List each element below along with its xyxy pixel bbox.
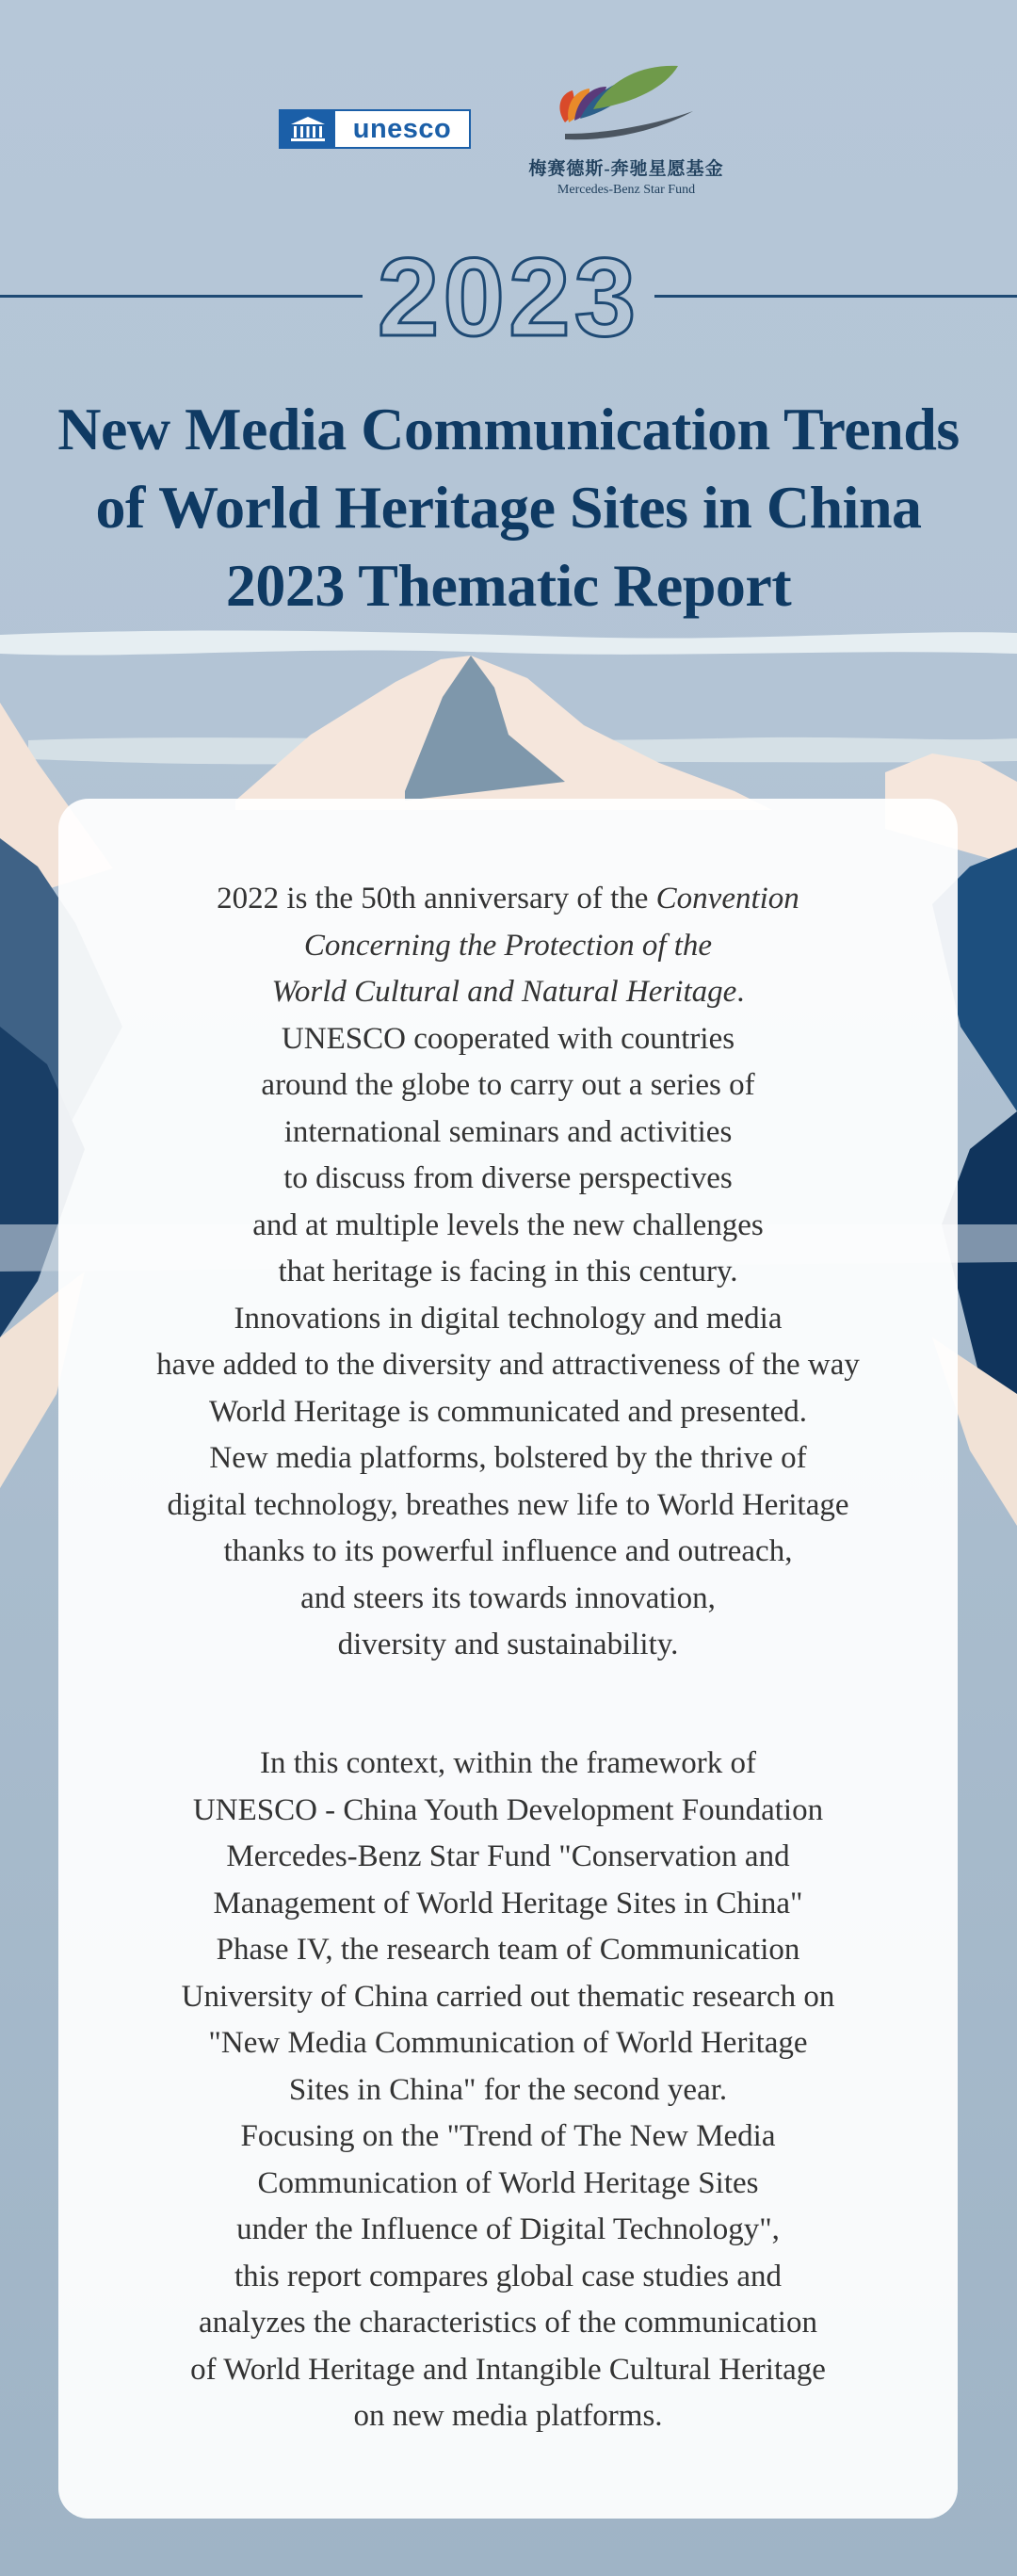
unesco-wordmark: unesco — [352, 113, 452, 144]
paragraph-line: "New Media Communication of World Heritage — [208, 2026, 808, 2060]
paragraph-line: to discuss from diverse perspectives — [283, 1161, 733, 1195]
title-line: of World Heritage Sites in China — [95, 474, 922, 541]
mercedes-benz-star-fund-logo — [527, 53, 725, 241]
paragraph-line: UNESCO cooperated with countries — [281, 1021, 735, 1056]
paragraph-line: Mercedes-Benz Star Fund "Conservation and — [226, 1839, 790, 1873]
title-line: 2023 Thematic Report — [225, 552, 792, 619]
paragraph-line: under the Influence of Digital Technology", — [236, 2212, 780, 2246]
paragraph-line: of World Heritage and Intangible Cultural Heritage — [190, 2352, 826, 2387]
feather-fan-icon — [527, 53, 725, 156]
cloud-band — [0, 631, 1017, 656]
text-span: . — [736, 975, 745, 1009]
page-title — [19, 390, 998, 624]
paragraph-line: have added to the diversity and attractiveness of the way — [156, 1348, 860, 1382]
paragraph-line: In this context, within the framework of — [260, 1746, 756, 1780]
unesco-logo — [279, 109, 471, 149]
report-year: 2023 — [377, 235, 640, 360]
convention-title-italic: World Cultural and Natural Heritage — [271, 975, 737, 1009]
paragraph-line: and at multiple levels the new challenges — [252, 1207, 764, 1242]
unesco-temple-icon — [281, 111, 335, 147]
fund-name-english: Mercedes-Benz Star Fund — [557, 183, 696, 197]
paragraph-line: international seminars and activities — [283, 1114, 733, 1149]
paragraph-line — [58, 969, 958, 1016]
paragraph-line: on new media platforms. — [353, 2399, 663, 2433]
paragraph-line: Management of World Heritage Sites in China" — [213, 1886, 803, 1920]
paragraph-context — [58, 1741, 958, 2440]
paragraph-line: that heritage is facing in this century. — [278, 1255, 738, 1288]
content-card — [58, 799, 958, 2519]
paragraph-line: and steers its towards innovation, — [300, 1580, 716, 1615]
paragraph-line: analyzes the characteristics of the communication — [199, 2306, 817, 2340]
paragraph-line: Focusing on the "Trend of The New Media — [240, 2119, 776, 2153]
convention-title-italic: Convention — [655, 882, 799, 915]
paragraph-line: digital technology, breathes new life to World Heritage — [167, 1487, 849, 1522]
paragraph-line: this report compares global case studies and — [234, 2259, 782, 2293]
paragraph-line: Communication of World Heritage Sites — [257, 2165, 759, 2200]
text-span: 2022 is the 50th anniversary of the — [217, 882, 656, 915]
paragraph-line: thanks to its powerful influence and outreach, — [223, 1534, 793, 1568]
paragraph-line: World Heritage is communicated and presented. — [208, 1394, 808, 1429]
paragraph-line — [58, 876, 958, 923]
fund-name-chinese: 梅赛德斯-奔驰星愿基金 — [528, 159, 724, 179]
paragraph-line: diversity and sustainability. — [337, 1628, 679, 1661]
title-line: New Media Communication Trends — [57, 396, 960, 462]
convention-title-italic: Concerning the Protection of the — [303, 928, 713, 963]
paragraph-line: University of China carried out thematic research on — [181, 1979, 835, 2014]
year-banner — [0, 235, 1017, 360]
paragraph-line: UNESCO - China Youth Development Foundation — [192, 1792, 824, 1827]
paragraph-line: Phase IV, the research team of Communication — [216, 1933, 800, 1967]
paragraph-line: Innovations in digital technology and media — [234, 1301, 783, 1336]
paragraph-line — [58, 923, 958, 970]
paragraph-line: New media platforms, bolstered by the thrive of — [209, 1441, 807, 1475]
divider-line-right — [654, 295, 1017, 298]
paragraph-line: Sites in China" for the second year. — [288, 2072, 728, 2107]
logo-bar — [0, 41, 1017, 202]
paragraph-line: around the globe to carry out a series of — [261, 1068, 755, 1102]
paragraph-intro — [58, 876, 958, 1669]
